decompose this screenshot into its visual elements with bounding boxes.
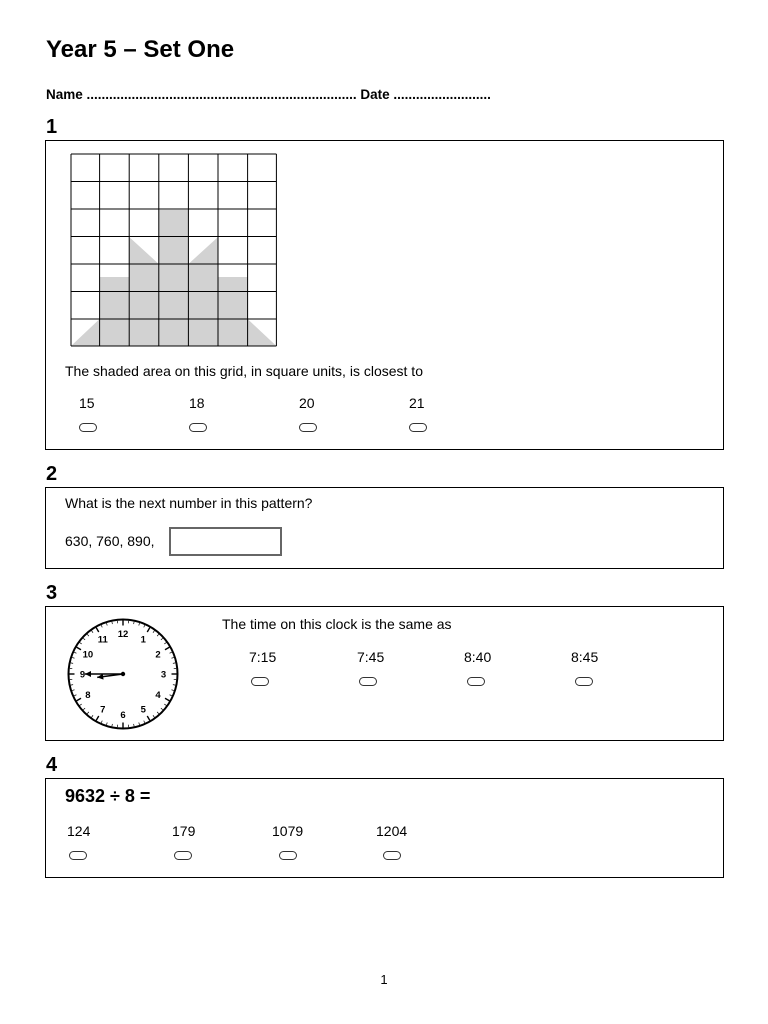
- question-2-number: 2: [46, 463, 58, 485]
- name-field[interactable]: ........................................................................: [86, 87, 357, 102]
- option-label: 7:45: [357, 649, 385, 665]
- answer-bubble-7-45[interactable]: [359, 677, 377, 686]
- clock-numeral: 8: [85, 689, 91, 701]
- answer-bubble-1079[interactable]: [279, 851, 297, 860]
- question-1-box: [45, 140, 724, 450]
- clock-numeral: 4: [155, 689, 161, 701]
- clock-numeral: 11: [97, 634, 108, 646]
- option-label: 15: [79, 395, 95, 411]
- page-number: 1: [380, 972, 388, 987]
- answer-bubble-21[interactable]: [409, 423, 427, 432]
- option-label: 20: [299, 395, 315, 411]
- question-1-number: 1: [46, 116, 58, 138]
- answer-input[interactable]: [169, 527, 282, 556]
- area-grid: [70, 153, 278, 349]
- option-label: 1079: [272, 823, 304, 839]
- name-label: Name: [46, 87, 83, 102]
- clock-center: [121, 672, 125, 676]
- option-label: 1204: [376, 823, 408, 839]
- answer-bubble-20[interactable]: [299, 423, 317, 432]
- option-label: 124: [67, 823, 91, 839]
- answer-bubble-15[interactable]: [79, 423, 97, 432]
- question-3-text: The time on this clock is the same as: [222, 616, 452, 632]
- answer-bubble-8-45[interactable]: [575, 677, 593, 686]
- answer-bubble-179[interactable]: [174, 851, 192, 860]
- question-2-text: What is the next number in this pattern?: [65, 495, 313, 511]
- name-date-row: [46, 87, 491, 102]
- answer-bubble-124[interactable]: [69, 851, 87, 860]
- clock-numeral: 3: [160, 669, 167, 681]
- date-field[interactable]: ..........................: [393, 87, 491, 102]
- option-label: 7:15: [249, 649, 277, 665]
- answer-bubble-8-40[interactable]: [467, 677, 485, 686]
- option-label: 21: [409, 395, 425, 411]
- analog-clock: [64, 618, 184, 732]
- option-label: 179: [172, 823, 196, 839]
- clock-numeral: 5: [140, 704, 146, 716]
- question-2-box: [45, 487, 724, 569]
- shaded-shape: [71, 210, 276, 346]
- question-4-box: [45, 778, 724, 878]
- answer-bubble-18[interactable]: [189, 423, 207, 432]
- date-label: Date: [360, 87, 390, 102]
- answer-bubble-1204[interactable]: [383, 851, 401, 860]
- clock-numeral: 7: [100, 704, 106, 716]
- question-4-number: 4: [46, 754, 58, 776]
- option-label: 8:45: [571, 649, 599, 665]
- clock-numeral: 12: [117, 629, 129, 640]
- clock-numeral: 9: [79, 669, 86, 681]
- page-title: Year 5 – Set One: [46, 36, 235, 63]
- answer-bubble-7-15[interactable]: [251, 677, 269, 686]
- question-1-text: The shaded area on this grid, in square units, is closest to: [65, 363, 423, 379]
- division-expression: 9632 ÷ 8 =: [65, 786, 151, 806]
- option-label: 8:40: [464, 649, 492, 665]
- clock-numeral: 2: [155, 649, 161, 661]
- question-3-number: 3: [46, 582, 58, 604]
- question-3-box: [45, 606, 724, 741]
- clock-numeral: 1: [140, 634, 146, 646]
- option-label: 18: [189, 395, 205, 411]
- clock-numeral: 6: [120, 710, 126, 721]
- clock-numeral: 10: [82, 649, 94, 661]
- number-sequence: 630, 760, 890,: [65, 533, 155, 549]
